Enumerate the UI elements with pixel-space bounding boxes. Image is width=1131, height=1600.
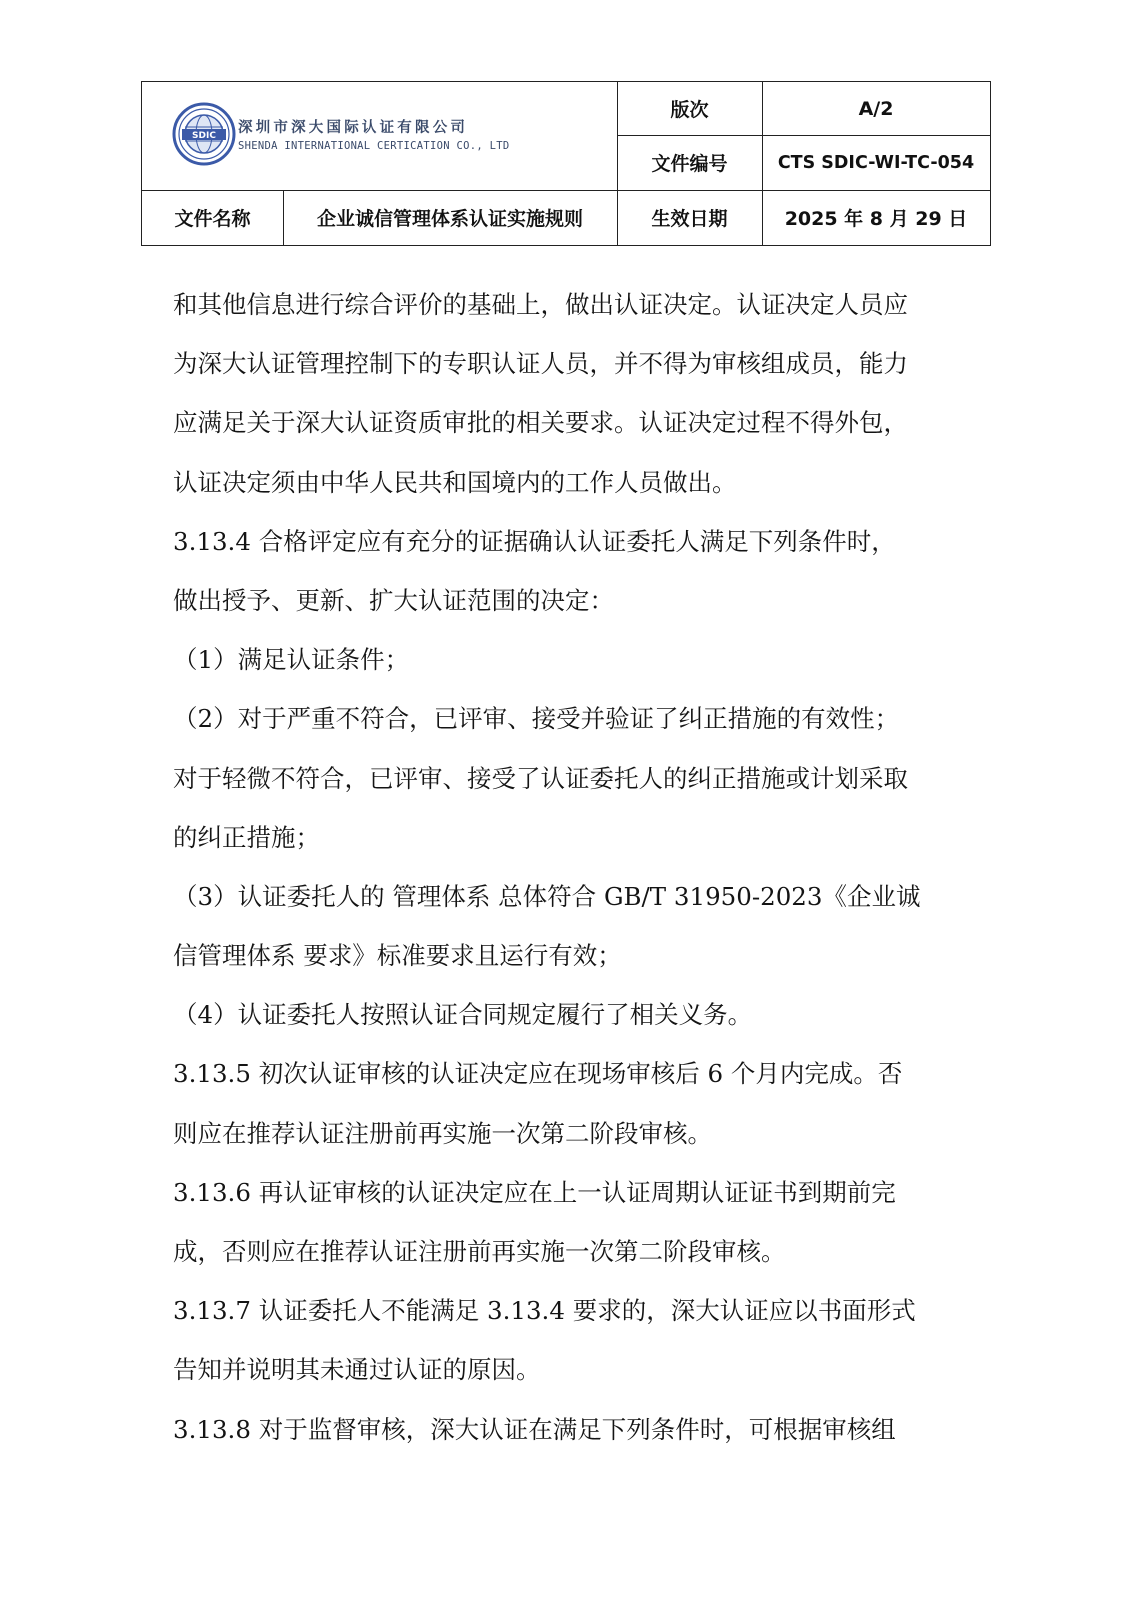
company-name-cn: 深圳市深大国际认证有限公司 <box>238 120 469 136</box>
paragraph-line: 成，否则应在推荐认证注册前再实施一次第二阶段审核。 <box>173 1237 786 1266</box>
clause-3-13-7: 3.13.7 认证委托人不能满足 3.13.4 要求的，深大认证应以书面形式 <box>173 1296 916 1326</box>
paragraph-line: 做出授予、更新、扩大认证范围的决定： <box>173 585 614 615</box>
paragraph-line: 告知并说明其未通过认证的原因。 <box>173 1355 541 1385</box>
logo-text: SDIC <box>192 131 216 141</box>
document-header-table <box>141 81 991 246</box>
paragraph-line: 为深大认证管理控制下的专职认证人员，并不得为审核组成员，能力 <box>173 349 908 379</box>
company-logo-icon <box>172 102 236 166</box>
doc-number-value: CTS SDIC-WI-TC-054 <box>777 152 975 173</box>
effective-date-value: 2025 年 8 月 29 日 <box>784 208 968 230</box>
paragraph-line: 和其他信息进行综合评价的基础上，做出认证决定。认证决定人员应 <box>173 290 908 319</box>
doc-number-label: 文件编号 <box>651 153 728 175</box>
version-label: 版次 <box>670 99 709 121</box>
document-body <box>173 275 973 1459</box>
effective-date-label: 生效日期 <box>651 208 728 230</box>
clause-3-13-4: 3.13.4 合格评定应有充分的证据确认认证委托人满足下列条件时， <box>173 526 896 556</box>
paragraph-line: 的纠正措施； <box>173 822 320 852</box>
paragraph-line: 则应在推荐认证注册前再实施一次第二阶段审核。 <box>173 1118 712 1148</box>
clause-3-13-8: 3.13.8 对于监督审核，深大认证在满足下列条件时，可根据审核组 <box>173 1414 896 1444</box>
clause-3-13-5: 3.13.5 初次认证审核的认证决定应在现场审核后 6 个月内完成。否 <box>173 1059 903 1089</box>
company-name-en: SHENDA INTERNATIONAL CERTICATION CO., LTD <box>238 140 510 152</box>
list-item-3: （3）认证委托人的 管理体系 总体符合 GB/T 31950-2023《企业诚 <box>173 881 921 911</box>
doc-name-label: 文件名称 <box>174 208 251 230</box>
paragraph-line: 对于轻微不符合，已评审、接受了认证委托人的纠正措施或计划采取 <box>173 763 908 793</box>
version-value: A/2 <box>858 97 894 120</box>
clause-3-13-6: 3.13.6 再认证审核的认证决定应在上一认证周期认证证书到期前完 <box>173 1177 896 1207</box>
paragraph-line: 认证决定须由中华人民共和国境内的工作人员做出。 <box>173 467 737 497</box>
doc-name-value: 企业诚信管理体系认证实施规则 <box>316 208 583 230</box>
paragraph-line: 应满足关于深大认证资质审批的相关要求。认证决定过程不得外包， <box>173 408 908 438</box>
list-item-2: （2）对于严重不符合，已评审、接受并验证了纠正措施的有效性； <box>173 704 900 734</box>
list-item-4: （4）认证委托人按照认证合同规定履行了相关义务。 <box>173 1000 753 1030</box>
company-logo-block <box>142 82 617 191</box>
list-item-1: （1）满足认证条件； <box>173 645 410 675</box>
paragraph-line: 信管理体系 要求》标准要求且运行有效； <box>173 941 622 971</box>
